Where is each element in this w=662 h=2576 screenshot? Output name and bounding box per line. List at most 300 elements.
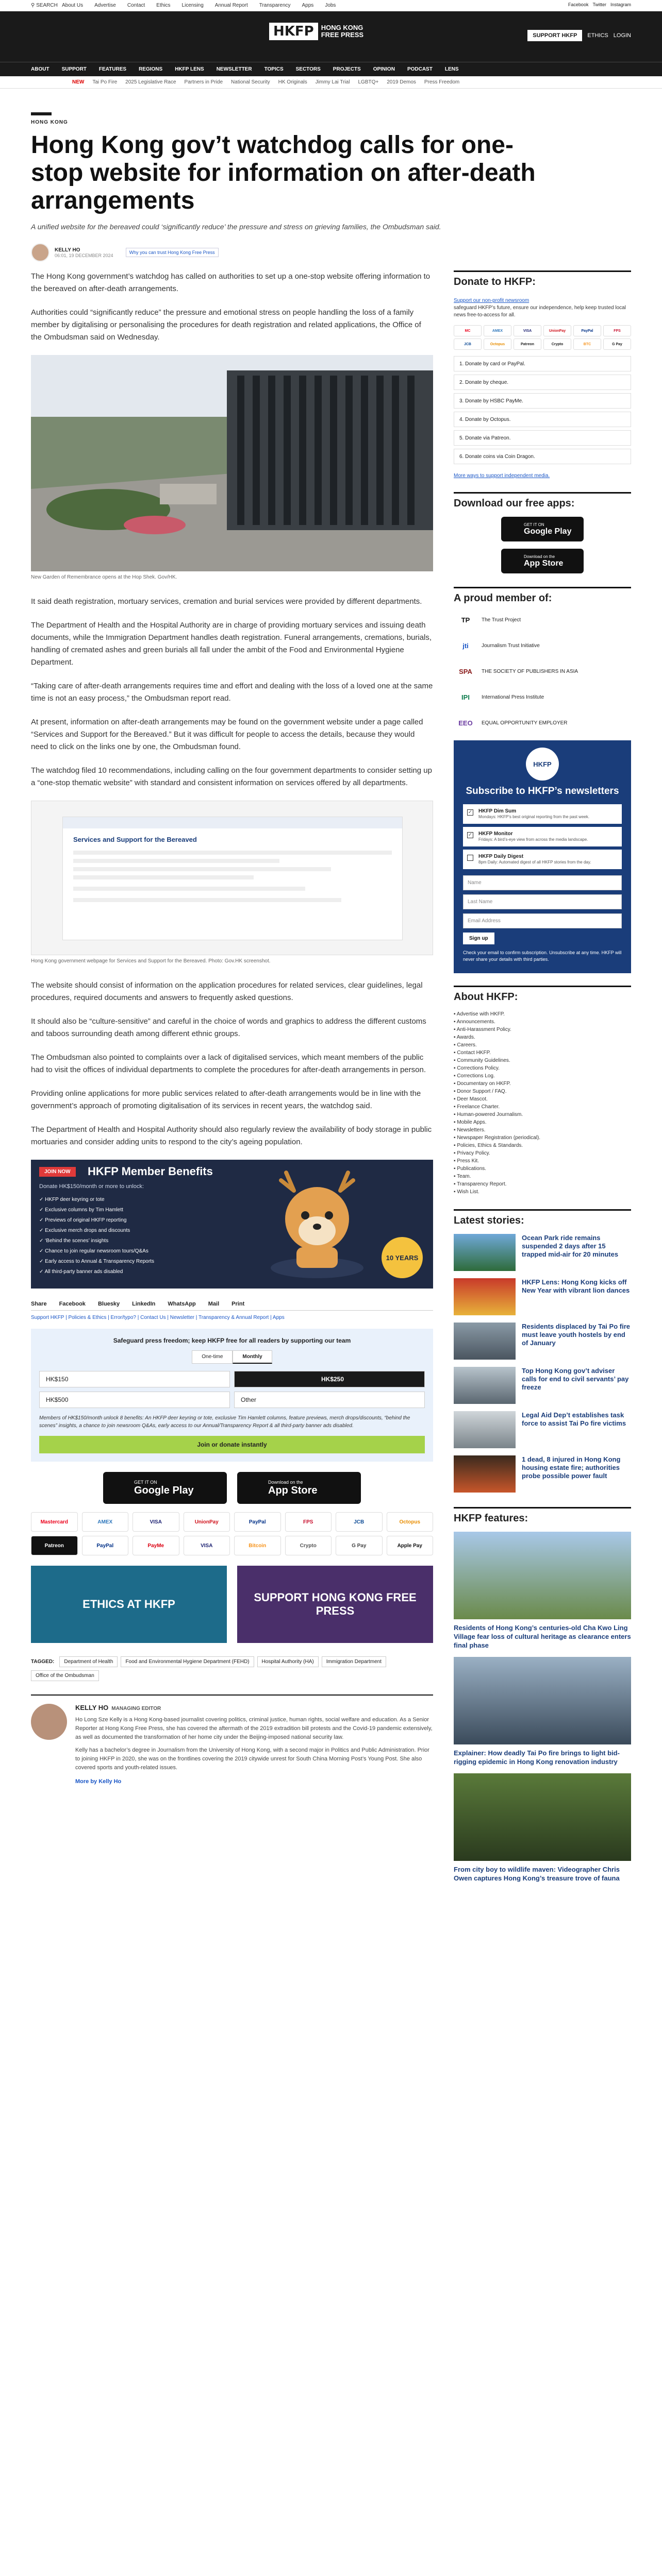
- paragraph: At present, information on after-death arrangements may be found on the government website under a page called “Services and Support for the Bereaved.” But it was difficult for people to access the details, because they would need to click on the links one by one, the Ombudsman found.: [31, 718, 423, 751]
- about-link[interactable]: ▪ Corrections Policy.: [454, 1065, 500, 1071]
- amount-options: [39, 1371, 425, 1408]
- trust-project-logo: TP: [461, 616, 470, 624]
- jcb-icon[interactable]: JCB: [336, 1512, 383, 1532]
- member-benefits-promo[interactable]: [31, 1160, 433, 1289]
- story-title: Residents displaced by Tai Po fire must leave youth hostels by end of January: [522, 1323, 630, 1347]
- amount-option[interactable]: HK$150: [39, 1371, 230, 1387]
- benefit-item: ✓ HKFP deer keyring or tote: [39, 1197, 105, 1202]
- story-thumbnail: [454, 1455, 516, 1493]
- screenshot-frame: [62, 817, 403, 940]
- paragraph: The Ombudsman also pointed to complaints over a lack of digitalised services, which meant members of the public had to visit the offices of individual departments to complete the procedures for after-death arrangements in person.: [31, 1053, 426, 1074]
- donate-method[interactable]: 1. Donate by card or PayPal.: [454, 356, 631, 371]
- member-name: THE SOCIETY OF PUBLISHERS IN ASIA: [482, 668, 578, 674]
- about-link-label: Donor Support / FAQ.: [457, 1089, 507, 1094]
- frequency-toggle: [39, 1350, 425, 1364]
- eeo-logo: EEO: [458, 719, 473, 727]
- features-heading: HKFP features:: [454, 1507, 631, 1524]
- logo-mark: HKFP: [269, 23, 318, 40]
- deer-mascot-illustration: [258, 1170, 376, 1283]
- badge-top-text: Download on the: [268, 1479, 303, 1485]
- benefit-list: [39, 1195, 154, 1277]
- latest-story[interactable]: [454, 1455, 631, 1493]
- util-link-ethics[interactable]: Ethics: [156, 3, 171, 8]
- trending-link[interactable]: 2025 Legislative Race: [125, 79, 176, 85]
- google-play-badge[interactable]: [103, 1472, 227, 1504]
- support-newsroom-link[interactable]: Support our non-profit newsroom: [454, 298, 529, 303]
- share-label: Share: [31, 1301, 47, 1307]
- about-link[interactable]: ▪ Careers.: [454, 1042, 477, 1048]
- author-photo[interactable]: [31, 1704, 67, 1740]
- about-link[interactable]: ▪ Advertise with HKFP.: [454, 1011, 505, 1017]
- trending-link[interactable]: National Security: [231, 79, 270, 85]
- ethics-banner[interactable]: ETHICS AT HKFP: [31, 1566, 227, 1643]
- feature-title: From city boy to wildlife maven: Videographer Chris Owen captures Hong Kong’s treasure trove of fauna: [454, 1866, 620, 1882]
- nav-item-newsletter[interactable]: NEWSLETTER: [216, 66, 252, 72]
- trending-link[interactable]: 2019 Demos: [387, 79, 416, 85]
- trending-link[interactable]: HK Originals: [278, 79, 307, 85]
- checkbox-checked-icon[interactable]: ✓: [468, 832, 473, 838]
- photo-caption: New Garden of Remembrance opens at the Hop Shek. Gov/HK.: [31, 574, 177, 580]
- benefit-label: All third-party banner ads disabled: [44, 1269, 123, 1275]
- paragraph: It said death registration, mortuary services, cremation and burial services were provided by different departments.: [31, 597, 422, 606]
- about-link[interactable]: ▪ Community Guidelines.: [454, 1058, 510, 1063]
- badge-top-text: GET IT ON: [524, 522, 544, 527]
- trending-link[interactable]: Partners in Pride: [184, 79, 223, 85]
- visa-icon[interactable]: VISA: [184, 1536, 230, 1555]
- util-link-apps[interactable]: Apps: [302, 3, 314, 8]
- about-link[interactable]: ▪ Freelance Charter.: [454, 1104, 500, 1110]
- donate-method[interactable]: 6. Donate coins via Coin Dragon.: [454, 449, 631, 464]
- feature-story[interactable]: [454, 1532, 631, 1650]
- one-time-tab[interactable]: One-time: [192, 1350, 233, 1364]
- donate-box: [31, 1329, 433, 1462]
- about-link-label: Policies, Ethics & Standards.: [457, 1143, 523, 1148]
- newsletter-option[interactable]: [463, 827, 622, 846]
- about-link-label: Awards.: [456, 1035, 475, 1040]
- mastercard-icon: MC: [454, 325, 482, 336]
- category-kicker[interactable]: HONG KONG: [31, 120, 68, 125]
- mastercard-icon[interactable]: Mastercard: [31, 1512, 78, 1532]
- signup-button[interactable]: Sign up: [463, 933, 494, 944]
- about-link-label: Community Guidelines.: [457, 1058, 510, 1063]
- about-link-label: Corrections Policy.: [457, 1065, 500, 1071]
- story-thumbnail: [454, 1234, 516, 1271]
- about-link-label: Newspaper Registration (periodical).: [457, 1135, 541, 1141]
- publish-date: 06:01, 19 DECEMBER 2024: [55, 252, 113, 258]
- about-link[interactable]: ▪ Donor Support / FAQ.: [454, 1089, 507, 1094]
- sopa-logo: SPA: [459, 667, 472, 675]
- amex-icon[interactable]: AMEX: [82, 1512, 129, 1532]
- tag[interactable]: Immigration Department: [322, 1656, 386, 1667]
- about-link-label: Privacy Policy.: [457, 1150, 490, 1156]
- print-button[interactable]: Print: [231, 1301, 245, 1307]
- share-mail-button[interactable]: Mail: [208, 1301, 220, 1307]
- newsletter-name: HKFP Dim Sum: [478, 808, 517, 814]
- member-org[interactable]: [454, 715, 631, 731]
- about-link[interactable]: ▪ Anti-Harassment Policy.: [454, 1027, 511, 1032]
- story-title: HKFP Lens: Hong Kong kicks off New Year with vibrant lion dances: [522, 1278, 630, 1294]
- latest-story[interactable]: [454, 1367, 631, 1404]
- about-link-label: Wish List.: [457, 1189, 479, 1195]
- benefit-label: Early access to Annual & Transparency Reports: [45, 1259, 154, 1264]
- screenshot-title: Services and Support for the Bereaved: [73, 836, 197, 843]
- benefit-label: Chance to join regular newsroom tours/Q&As: [45, 1248, 148, 1254]
- about-link-label: Mobile Apps.: [457, 1120, 487, 1125]
- about-link[interactable]: ▪ Team.: [454, 1174, 471, 1179]
- newsletter-name: HKFP Monitor: [478, 831, 513, 837]
- more-ways-link[interactable]: More ways to support independent media.: [454, 473, 550, 479]
- member-heading: A proud member of:: [454, 587, 631, 604]
- paragraph: Providing online applications for more public services related to after-death arrangements would be in line with the government’s approach of promoting digitalisation of its services in recent years, the watchdog said.: [31, 1089, 421, 1110]
- donate-method[interactable]: 2. Donate by cheque.: [454, 375, 631, 390]
- email-field[interactable]: Email Address: [463, 913, 622, 928]
- support-banner[interactable]: SUPPORT HONG KONG FREE PRESS: [237, 1566, 433, 1643]
- newsletter-option[interactable]: [463, 850, 622, 869]
- fps-icon: FPS: [603, 325, 631, 336]
- screenshot-line: [73, 859, 279, 863]
- feature-story[interactable]: [454, 1657, 631, 1766]
- util-link-about[interactable]: About Us: [62, 3, 84, 8]
- nav-item-regions[interactable]: REGIONS: [139, 66, 163, 72]
- article-tags: [31, 1656, 433, 1681]
- latest-story[interactable]: [454, 1278, 631, 1315]
- benefit-item: ✓ Chance to join regular newsroom tours/Q&As: [39, 1248, 148, 1254]
- about-link-label: Documentary on HKFP.: [457, 1081, 511, 1087]
- badge-text: Google Play: [524, 527, 572, 536]
- about-link-label: Press Kit.: [457, 1158, 479, 1164]
- sidebar: [454, 270, 631, 1890]
- badge-text: App Store: [268, 1484, 318, 1496]
- newsletter-heading: Subscribe to HKFP’s newsletters: [466, 786, 619, 796]
- tag[interactable]: Food and Environmental Hygiene Department (FEHD): [121, 1656, 254, 1667]
- share-whatsapp-button[interactable]: WhatsApp: [168, 1301, 196, 1307]
- util-link-annual-report[interactable]: Annual Report: [214, 3, 248, 8]
- paragraph: The Hong Kong government’s watchdog has called on authorities to set up a one-stop website offering information to the bereaved on after-death arrangements.: [31, 272, 431, 293]
- support-hkfp-button[interactable]: SUPPORT HKFP: [527, 30, 582, 41]
- story-thumbnail: [454, 1323, 516, 1360]
- fps-icon[interactable]: FPS: [285, 1512, 332, 1532]
- octopus-icon[interactable]: Octopus: [387, 1512, 434, 1532]
- about-link[interactable]: ▪ Transparency Report.: [454, 1181, 507, 1187]
- util-link-jobs[interactable]: Jobs: [325, 3, 336, 8]
- screenshot-caption: Hong Kong government webpage for Services and Support for the Bereaved. Photo: Gov.HK screenshot.: [31, 958, 271, 964]
- donate-box-title: Safeguard press freedom; keep HKFP free for all readers by supporting our team: [113, 1337, 351, 1344]
- feature-image: [454, 1532, 631, 1619]
- more-by-author-link[interactable]: More by Kelly Ho: [75, 1778, 122, 1785]
- screenshot-line: [73, 851, 392, 855]
- gov-webpage-screenshot[interactable]: [31, 801, 433, 955]
- author-box-name-text: KELLY HO: [75, 1704, 109, 1711]
- member-perks-text: Members of HK$150/month unlock 8 benefits: An HKFP deer keyring or tote, exclusive Tim Hamlett columns, feature previews, merch drops/discounts, “behind the scenes” insights, a chance to join newsroom Q&As, early access to our Annual/Transparency Report & all third-party banner ads disabled.: [39, 1415, 410, 1429]
- about-link-label: Careers.: [457, 1042, 477, 1048]
- about-link[interactable]: ▪ Announcements.: [454, 1019, 495, 1025]
- paypal-icon[interactable]: PayPal: [234, 1512, 281, 1532]
- about-link[interactable]: ▪ Newsletters.: [454, 1127, 486, 1133]
- checkbox-checked-icon[interactable]: ✓: [468, 809, 473, 815]
- story-title: 1 dead, 8 injured in Hong Kong housing estate fire; authorities probe possible power fault: [522, 1455, 621, 1480]
- checkbox-icon[interactable]: [467, 855, 473, 861]
- donate-heading: Donate to HKFP:: [454, 270, 631, 288]
- benefit-label: HKFP deer keyring or tote: [45, 1197, 105, 1202]
- twitter-icon[interactable]: Twitter: [592, 2, 606, 7]
- latest-heading: Latest stories:: [454, 1209, 631, 1227]
- member-org[interactable]: [454, 663, 631, 680]
- promo-banners: [31, 1566, 433, 1643]
- promo-subtitle: Donate HK$150/month or more to unlock:: [39, 1183, 144, 1190]
- google-play-badge[interactable]: [501, 517, 584, 541]
- unionpay-icon: UnionPay: [543, 325, 571, 336]
- about-link[interactable]: ▪ Human-powered Journalism.: [454, 1112, 523, 1117]
- screenshot-line: [73, 887, 305, 891]
- badge-top-text: GET IT ON: [134, 1479, 157, 1485]
- amount-option-other[interactable]: Other: [234, 1392, 425, 1408]
- bitcoin-icon[interactable]: Bitcoin: [234, 1536, 281, 1555]
- newsletter-option[interactable]: [463, 804, 622, 824]
- newsletter-desc: 8pm Daily: Automated digest of all HKFP stories from the day.: [478, 860, 591, 865]
- utility-bar: [0, 0, 662, 11]
- benefit-item: ✓ All third-party banner ads disabled: [39, 1269, 123, 1275]
- newsletter-fineprint: Check your email to confirm subscription. Unsubscribe at any time. HKFP will never share your details with third parties.: [463, 950, 622, 962]
- promo-title: HKFP Member Benefits: [88, 1165, 213, 1178]
- about-link[interactable]: ▪ Documentary on HKFP.: [454, 1081, 511, 1087]
- paypal-icon[interactable]: PayPal: [82, 1536, 129, 1555]
- utility-links: [62, 3, 336, 8]
- main-nav: [0, 62, 662, 76]
- garden-of-remembrance-photo: [31, 355, 433, 571]
- monthly-tab[interactable]: Monthly: [233, 1350, 272, 1364]
- badge-text: Google Play: [134, 1484, 194, 1496]
- login-link[interactable]: LOGIN: [613, 32, 631, 39]
- donate-text: safeguard HKFP’s future, ensure our independence, help keep trusted local news free-to-access for all.: [454, 305, 626, 318]
- patreon-icon: Patreon: [514, 338, 541, 350]
- support-links[interactable]: Support HKFP | Policies & Ethics | Error/typo? | Contact Us | Newsletter | Transparency & Annual Report | Apps: [31, 1315, 285, 1320]
- trending-link[interactable]: Press Freedom: [424, 79, 460, 85]
- latest-story[interactable]: [454, 1323, 631, 1360]
- latest-story[interactable]: [454, 1234, 631, 1271]
- about-link-label: Corrections Log.: [457, 1073, 495, 1079]
- story-title: Legal Aid Dep’t establishes task force to assist Tai Po fire victims: [522, 1411, 626, 1427]
- about-link[interactable]: ▪ Contact HKFP.: [454, 1050, 491, 1056]
- nav-item-hkfp-lens[interactable]: HKFP LENS: [175, 66, 204, 72]
- article-standfirst: A unified website for the bereaved could ‘significantly reduce’ the pressure and stress on grieving families, the Ombudsman said.: [31, 223, 441, 231]
- feature-story[interactable]: [454, 1773, 631, 1883]
- about-list: [454, 1010, 631, 1196]
- share-linkedin-button[interactable]: LinkedIn: [132, 1301, 156, 1307]
- feature-image: [454, 1657, 631, 1744]
- jcb-icon: JCB: [454, 338, 482, 350]
- newsletter-signup: [454, 740, 631, 973]
- member-name: EQUAL OPPORTUNITY EMPLOYER: [482, 720, 568, 726]
- apps-heading: Download our free apps:: [454, 492, 631, 510]
- trending-link[interactable]: LGBTQ+: [358, 79, 379, 85]
- donate-method[interactable]: 4. Donate by Octopus.: [454, 412, 631, 427]
- article-body: [31, 270, 433, 1786]
- benefit-label: Previews of original HKFP reporting: [45, 1217, 127, 1223]
- member-name: Journalism Trust Initiative: [482, 642, 540, 649]
- screenshot-line: [73, 898, 341, 902]
- benefit-item: ✓ Previews of original HKFP reporting: [39, 1217, 127, 1223]
- about-link[interactable]: ▪ Awards.: [454, 1035, 475, 1040]
- instagram-icon[interactable]: Instagram: [610, 2, 631, 7]
- ethics-link[interactable]: ETHICS: [587, 32, 608, 39]
- search-link[interactable]: ⚲ SEARCH: [31, 3, 58, 8]
- about-link[interactable]: ▪ Privacy Policy.: [454, 1150, 490, 1156]
- newsletter-icon: HKFP: [526, 748, 559, 781]
- unionpay-icon[interactable]: UnionPay: [184, 1512, 230, 1532]
- benefit-item: ✓ Exclusive merch drops and discounts: [39, 1228, 130, 1233]
- newsletter-desc: Fridays: A bird’s-eye view from across the media landscape.: [478, 837, 588, 842]
- nav-item-lens[interactable]: LENS: [444, 66, 459, 72]
- ipi-logo: IPI: [461, 693, 470, 701]
- jti-logo: jti: [462, 641, 469, 650]
- about-link-label: Announcements.: [456, 1019, 495, 1025]
- new-badge: NEW: [72, 79, 85, 85]
- kicker-rule: [31, 112, 52, 115]
- tags-label: TAGGED:: [31, 1659, 55, 1665]
- app-store-badge[interactable]: [237, 1472, 361, 1504]
- crypto-icon[interactable]: Crypto: [285, 1536, 332, 1555]
- site-logo[interactable]: [269, 23, 363, 40]
- join-donate-button[interactable]: Join or donate instantly: [39, 1436, 425, 1453]
- trending-link[interactable]: Tai Po Fire: [92, 79, 118, 85]
- nav-item-sectors[interactable]: SECTORS: [295, 66, 321, 72]
- share-bluesky-button[interactable]: Bluesky: [97, 1301, 120, 1307]
- member-org[interactable]: [454, 689, 631, 705]
- util-link-contact[interactable]: Contact: [127, 3, 145, 8]
- nav-item-podcast[interactable]: PODCAST: [407, 66, 433, 72]
- payme-icon[interactable]: PayMe: [133, 1536, 179, 1555]
- amex-icon: AMEX: [484, 325, 511, 336]
- util-link-transparency[interactable]: Transparency: [259, 3, 291, 8]
- crypto-icon: Crypto: [543, 338, 571, 350]
- benefit-label: ‘Behind the scenes’ insights: [45, 1238, 109, 1244]
- benefit-label: Exclusive merch drops and discounts: [45, 1228, 130, 1233]
- nav-item-about[interactable]: ABOUT: [31, 66, 49, 72]
- app-store-badge[interactable]: [501, 549, 584, 573]
- last-name-field[interactable]: Last Name: [463, 894, 622, 909]
- benefit-item: ✓ ‘Behind the scenes’ insights: [39, 1238, 109, 1244]
- about-link-label: Deer Mascot.: [457, 1096, 488, 1102]
- member-name: International Press Institute: [482, 694, 544, 700]
- story-title: Top Hong Kong gov’t adviser calls for end to civil servants’ pay freeze: [522, 1367, 629, 1391]
- nav-item-topics[interactable]: TOPICS: [264, 66, 284, 72]
- nav-item-projects[interactable]: PROJECTS: [333, 66, 361, 72]
- tag[interactable]: Office of the Ombudsman: [31, 1670, 99, 1681]
- why-trust-link[interactable]: Why you can trust Hong Kong Free Press: [126, 248, 219, 257]
- donate-method[interactable]: 5. Donate via Patreon.: [454, 430, 631, 446]
- about-link[interactable]: ▪ Wish List.: [454, 1189, 479, 1195]
- about-link[interactable]: ▪ Newspaper Registration (periodical).: [454, 1135, 541, 1141]
- about-link[interactable]: ▪ Publications.: [454, 1166, 487, 1172]
- author-box: [31, 1694, 433, 1786]
- masthead: [0, 11, 662, 62]
- donate-methods: [454, 356, 631, 464]
- logo-line-2: FREE PRESS: [321, 31, 364, 39]
- member-org[interactable]: [454, 612, 631, 628]
- benefit-item: ✓ Early access to Annual & Transparency Reports: [39, 1259, 154, 1264]
- about-link[interactable]: ▪ Policies, Ethics & Standards.: [454, 1143, 523, 1148]
- sidebar-payment-icons: [454, 325, 631, 350]
- story-thumbnail: [454, 1367, 516, 1404]
- google-pay-icon[interactable]: G Pay: [336, 1536, 383, 1555]
- screenshot-line: [73, 867, 331, 871]
- google-pay-icon: G Pay: [603, 338, 631, 350]
- paragraph: The watchdog filed 10 recommendations, including calling on the four government departments to consider setting up a “one-stop thematic website” with standard and consistent information on services offered by all departments.: [31, 766, 432, 787]
- payment-methods: [31, 1512, 433, 1555]
- lead-photo[interactable]: [31, 355, 433, 571]
- util-link-advertise[interactable]: Advertise: [94, 3, 116, 8]
- author-name[interactable]: KELLY HO: [55, 247, 80, 253]
- story-title: Ocean Park ride remains suspended 2 days after 15 trapped mid-air for 20 minutes: [522, 1234, 619, 1258]
- benefit-item: ✓ Exclusive columns by Tim Hamlett: [39, 1207, 123, 1213]
- amount-option[interactable]: HK$500: [39, 1392, 230, 1408]
- about-heading: About HKFP:: [454, 986, 631, 1003]
- bitcoin-icon: BTC: [573, 338, 601, 350]
- trending-bar: [0, 76, 662, 89]
- benefit-label: Exclusive columns by Tim Hamlett: [45, 1207, 123, 1213]
- visa-icon: VISA: [514, 325, 541, 336]
- nav-item-opinion[interactable]: OPINION: [373, 66, 395, 72]
- nav-item-support[interactable]: SUPPORT: [61, 66, 87, 72]
- latest-story[interactable]: [454, 1411, 631, 1448]
- story-thumbnail: [454, 1411, 516, 1448]
- about-link-label: Freelance Charter.: [457, 1104, 500, 1110]
- about-link[interactable]: ▪ Deer Mascot.: [454, 1096, 488, 1102]
- paragraph: “Taking care of after-death arrangements requires time and effort and dealing with the loss of a loved one at the same time is not an easy process,” the Ombudsman report read.: [31, 682, 433, 703]
- author-box-name[interactable]: [75, 1704, 433, 1711]
- patreon-icon[interactable]: Patreon: [31, 1536, 78, 1555]
- tag[interactable]: Department of Health: [59, 1656, 118, 1667]
- util-link-licensing[interactable]: Licensing: [181, 3, 204, 8]
- paragraph: The Department of Health and Hospital Authority should also regularly review the availability of body storage in public mortuaries and consider adding units to respond to the city’s ageing population.: [31, 1125, 432, 1146]
- about-link-label: Transparency Report.: [457, 1181, 507, 1187]
- nav-item-features[interactable]: FEATURES: [98, 66, 127, 72]
- facebook-icon[interactable]: Facebook: [568, 2, 589, 7]
- visa-icon[interactable]: VISA: [133, 1512, 179, 1532]
- trending-link[interactable]: Jimmy Lai Trial: [315, 79, 350, 85]
- author-avatar[interactable]: [31, 243, 49, 262]
- feature-image: [454, 1773, 631, 1861]
- store-badges-row: [31, 1472, 433, 1504]
- ten-years-badge: 10 YEARS: [382, 1237, 423, 1278]
- badge-text: App Store: [524, 558, 564, 568]
- feature-title: Residents of Hong Kong’s centuries-old Cha Kwo Ling Village fear loss of cultural heritage as clearance enters final phase: [454, 1624, 631, 1649]
- amount-option-selected[interactable]: HK$250: [234, 1371, 425, 1387]
- about-link-label: Human-powered Journalism.: [457, 1112, 523, 1117]
- about-link[interactable]: ▪ Corrections Log.: [454, 1073, 495, 1079]
- about-link[interactable]: ▪ Press Kit.: [454, 1158, 479, 1164]
- about-link-label: Team.: [457, 1174, 471, 1179]
- about-link[interactable]: ▪ Mobile Apps.: [454, 1120, 487, 1125]
- logo-line-1: HONG KONG: [321, 24, 363, 31]
- member-org[interactable]: [454, 637, 631, 654]
- screenshot-header: [63, 817, 402, 828]
- newsletter-desc: Mondays: HKFP’s best original reporting from the past week.: [478, 815, 590, 819]
- tag[interactable]: Hospital Authority (HA): [257, 1656, 319, 1667]
- about-link-label: Newsletters.: [457, 1127, 486, 1133]
- screenshot-line: [73, 875, 254, 879]
- about-link-label: Advertise with HKFP.: [456, 1011, 505, 1017]
- article-headline: Hong Kong gov’t watchdog calls for one-stop website for information on after-death arrangements: [31, 131, 536, 214]
- paragraph: It should also be “culture-sensitive” and careful in the choice of words and graphics to address the different customs and taboos surrounding death among different ethnic groups.: [31, 1017, 426, 1038]
- about-link-label: Contact HKFP.: [457, 1050, 491, 1056]
- donate-method[interactable]: 3. Donate by HSBC PayMe.: [454, 393, 631, 409]
- name-field[interactable]: Name: [463, 875, 622, 890]
- share-facebook-button[interactable]: Facebook: [59, 1301, 86, 1307]
- newsletter-name: HKFP Daily Digest: [478, 854, 524, 859]
- apple-pay-icon[interactable]: Apple Pay: [387, 1536, 434, 1555]
- share-bar: [31, 1298, 433, 1311]
